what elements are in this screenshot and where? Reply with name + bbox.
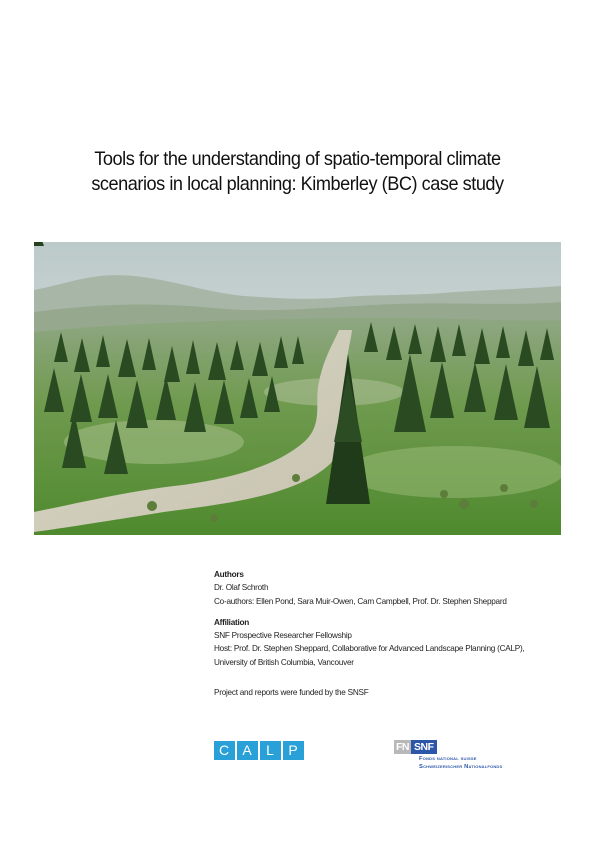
metadata-block	[214, 568, 574, 699]
calp-logo	[214, 741, 304, 760]
snf-mark	[394, 740, 437, 754]
snf-logo	[394, 740, 544, 774]
calp-letter-a: A	[237, 741, 258, 760]
funding-note: Project and reports were funded by the SNSF	[214, 688, 369, 698]
snf-name-german: Schweizerischer Nationalfonds	[419, 764, 503, 770]
affiliation-line-2: Host: Prof. Dr. Stephen Sheppard, Collaborative for Advanced Landscape Planning (CALP),	[214, 644, 525, 654]
snf-name-french: Fonds national suisse	[419, 756, 477, 762]
coauthors: Co-authors: Ellen Pond, Sara Muir-Owen, Cam Campbell, Prof. Dr. Stephen Sheppard	[214, 596, 507, 606]
snf-fn-text: FN	[396, 741, 409, 753]
title-line-1: Tools for the understanding of spatio-temporal climate	[94, 148, 501, 170]
lead-author: Dr. Olaf Schroth	[214, 583, 269, 593]
authors-heading: Authors	[214, 570, 244, 579]
landscape-illustration	[34, 242, 561, 535]
affiliation-heading: Affiliation	[214, 617, 249, 627]
document-title	[21, 147, 574, 197]
title-line-2: scenarios in local planning: Kimberley (BC) case study	[91, 173, 504, 195]
affiliation-line-3: University of British Columbia, Vancouver	[214, 657, 354, 667]
snf-snf-text: SNF	[411, 740, 437, 754]
affiliation-line-1: SNF Prospective Researcher Fellowship	[214, 631, 352, 641]
calp-letter-l: L	[260, 741, 281, 760]
calp-letter-p: P	[283, 741, 304, 760]
forest-landscape-image	[34, 242, 561, 535]
calp-letter-c: C	[214, 741, 235, 760]
